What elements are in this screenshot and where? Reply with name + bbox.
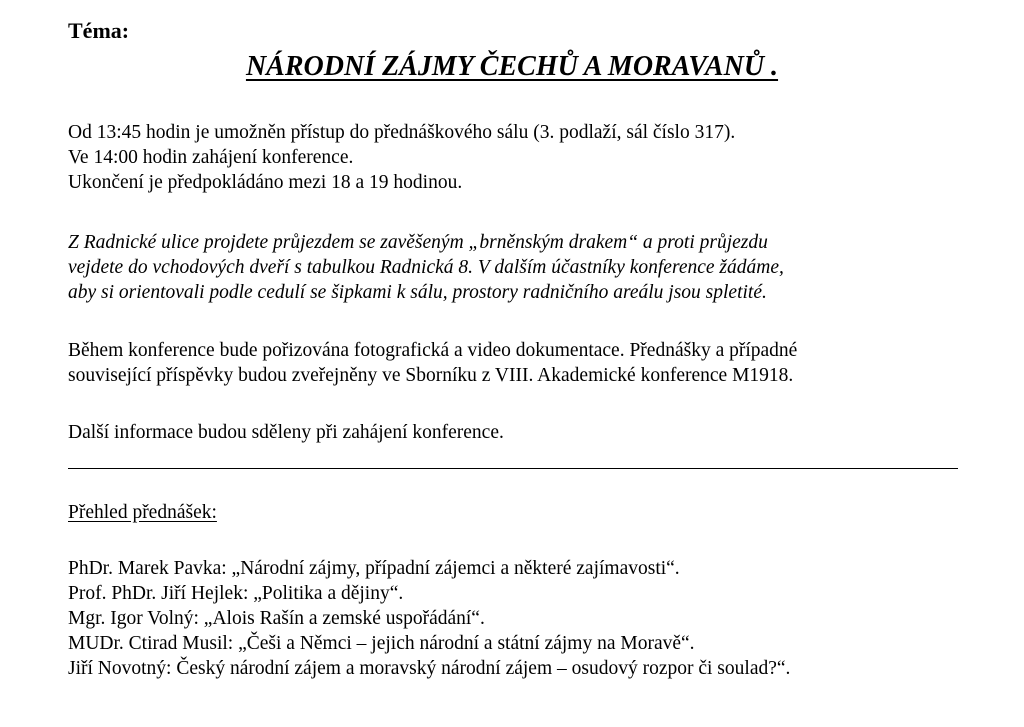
schedule-paragraph xyxy=(68,120,960,195)
further-info-paragraph xyxy=(68,420,960,445)
documentation-line: související příspěvky budou zveřejněny ve Sborníku z VIII. Akademické konference M1918. xyxy=(68,365,794,386)
lecture-item: Jiří Novotný: Český národní zájem a moravský národní zájem – osudový rozpor či soulad?“. xyxy=(68,658,791,679)
directions-line: vejdete do vchodových dveří s tabulkou Radnická 8. V dalším účastníky konference žádáme, xyxy=(68,257,784,278)
documentation-paragraph xyxy=(68,338,960,388)
directions-line: Z Radnické ulice projdete průjezdem se zavěšeným „brněnským drakem“ a proti průjezdu xyxy=(68,232,768,253)
further-info-line: Další informace budou sděleny při zahájení konference. xyxy=(68,422,504,443)
lecture-item: MUDr. Ctirad Musil: „Češi a Němci – jejich národní a státní zájmy na Moravě“. xyxy=(68,633,695,654)
lectures-heading-text: Přehled přednášek: xyxy=(68,502,217,523)
lectures-list xyxy=(68,556,960,681)
documentation-line: Během konference bude pořizována fotografická a video dokumentace. Přednášky a případné xyxy=(68,340,798,361)
lecture-item: Prof. PhDr. Jiří Hejlek: „Politika a dějiny“. xyxy=(68,583,404,604)
page-title: NÁRODNÍ ZÁJMY ČECHŮ A MORAVANŮ . xyxy=(245,51,779,82)
lectures-heading xyxy=(68,500,960,525)
lecture-item: Mgr. Igor Volný: „Alois Rašín a zemské uspořádání“. xyxy=(68,608,485,629)
directions-line: aby si orientovali podle cedulí se šipkami k sálu, prostory radničního areálu jsou spletité. xyxy=(68,282,767,303)
lecture-item: PhDr. Marek Pavka: „Národní zájmy, případní zájemci a některé zajímavosti“. xyxy=(68,558,680,579)
schedule-line: Od 13:45 hodin je umožněn přístup do přednáškového sálu (3. podlaží, sál číslo 317). xyxy=(68,122,736,143)
section-divider xyxy=(68,468,958,469)
schedule-line: Ve 14:00 hodin zahájení konference. xyxy=(68,147,354,168)
schedule-line: Ukončení je předpokládáno mezi 18 a 19 hodinou. xyxy=(68,172,463,193)
topic-label: Téma: xyxy=(68,18,130,43)
directions-paragraph xyxy=(68,230,960,305)
